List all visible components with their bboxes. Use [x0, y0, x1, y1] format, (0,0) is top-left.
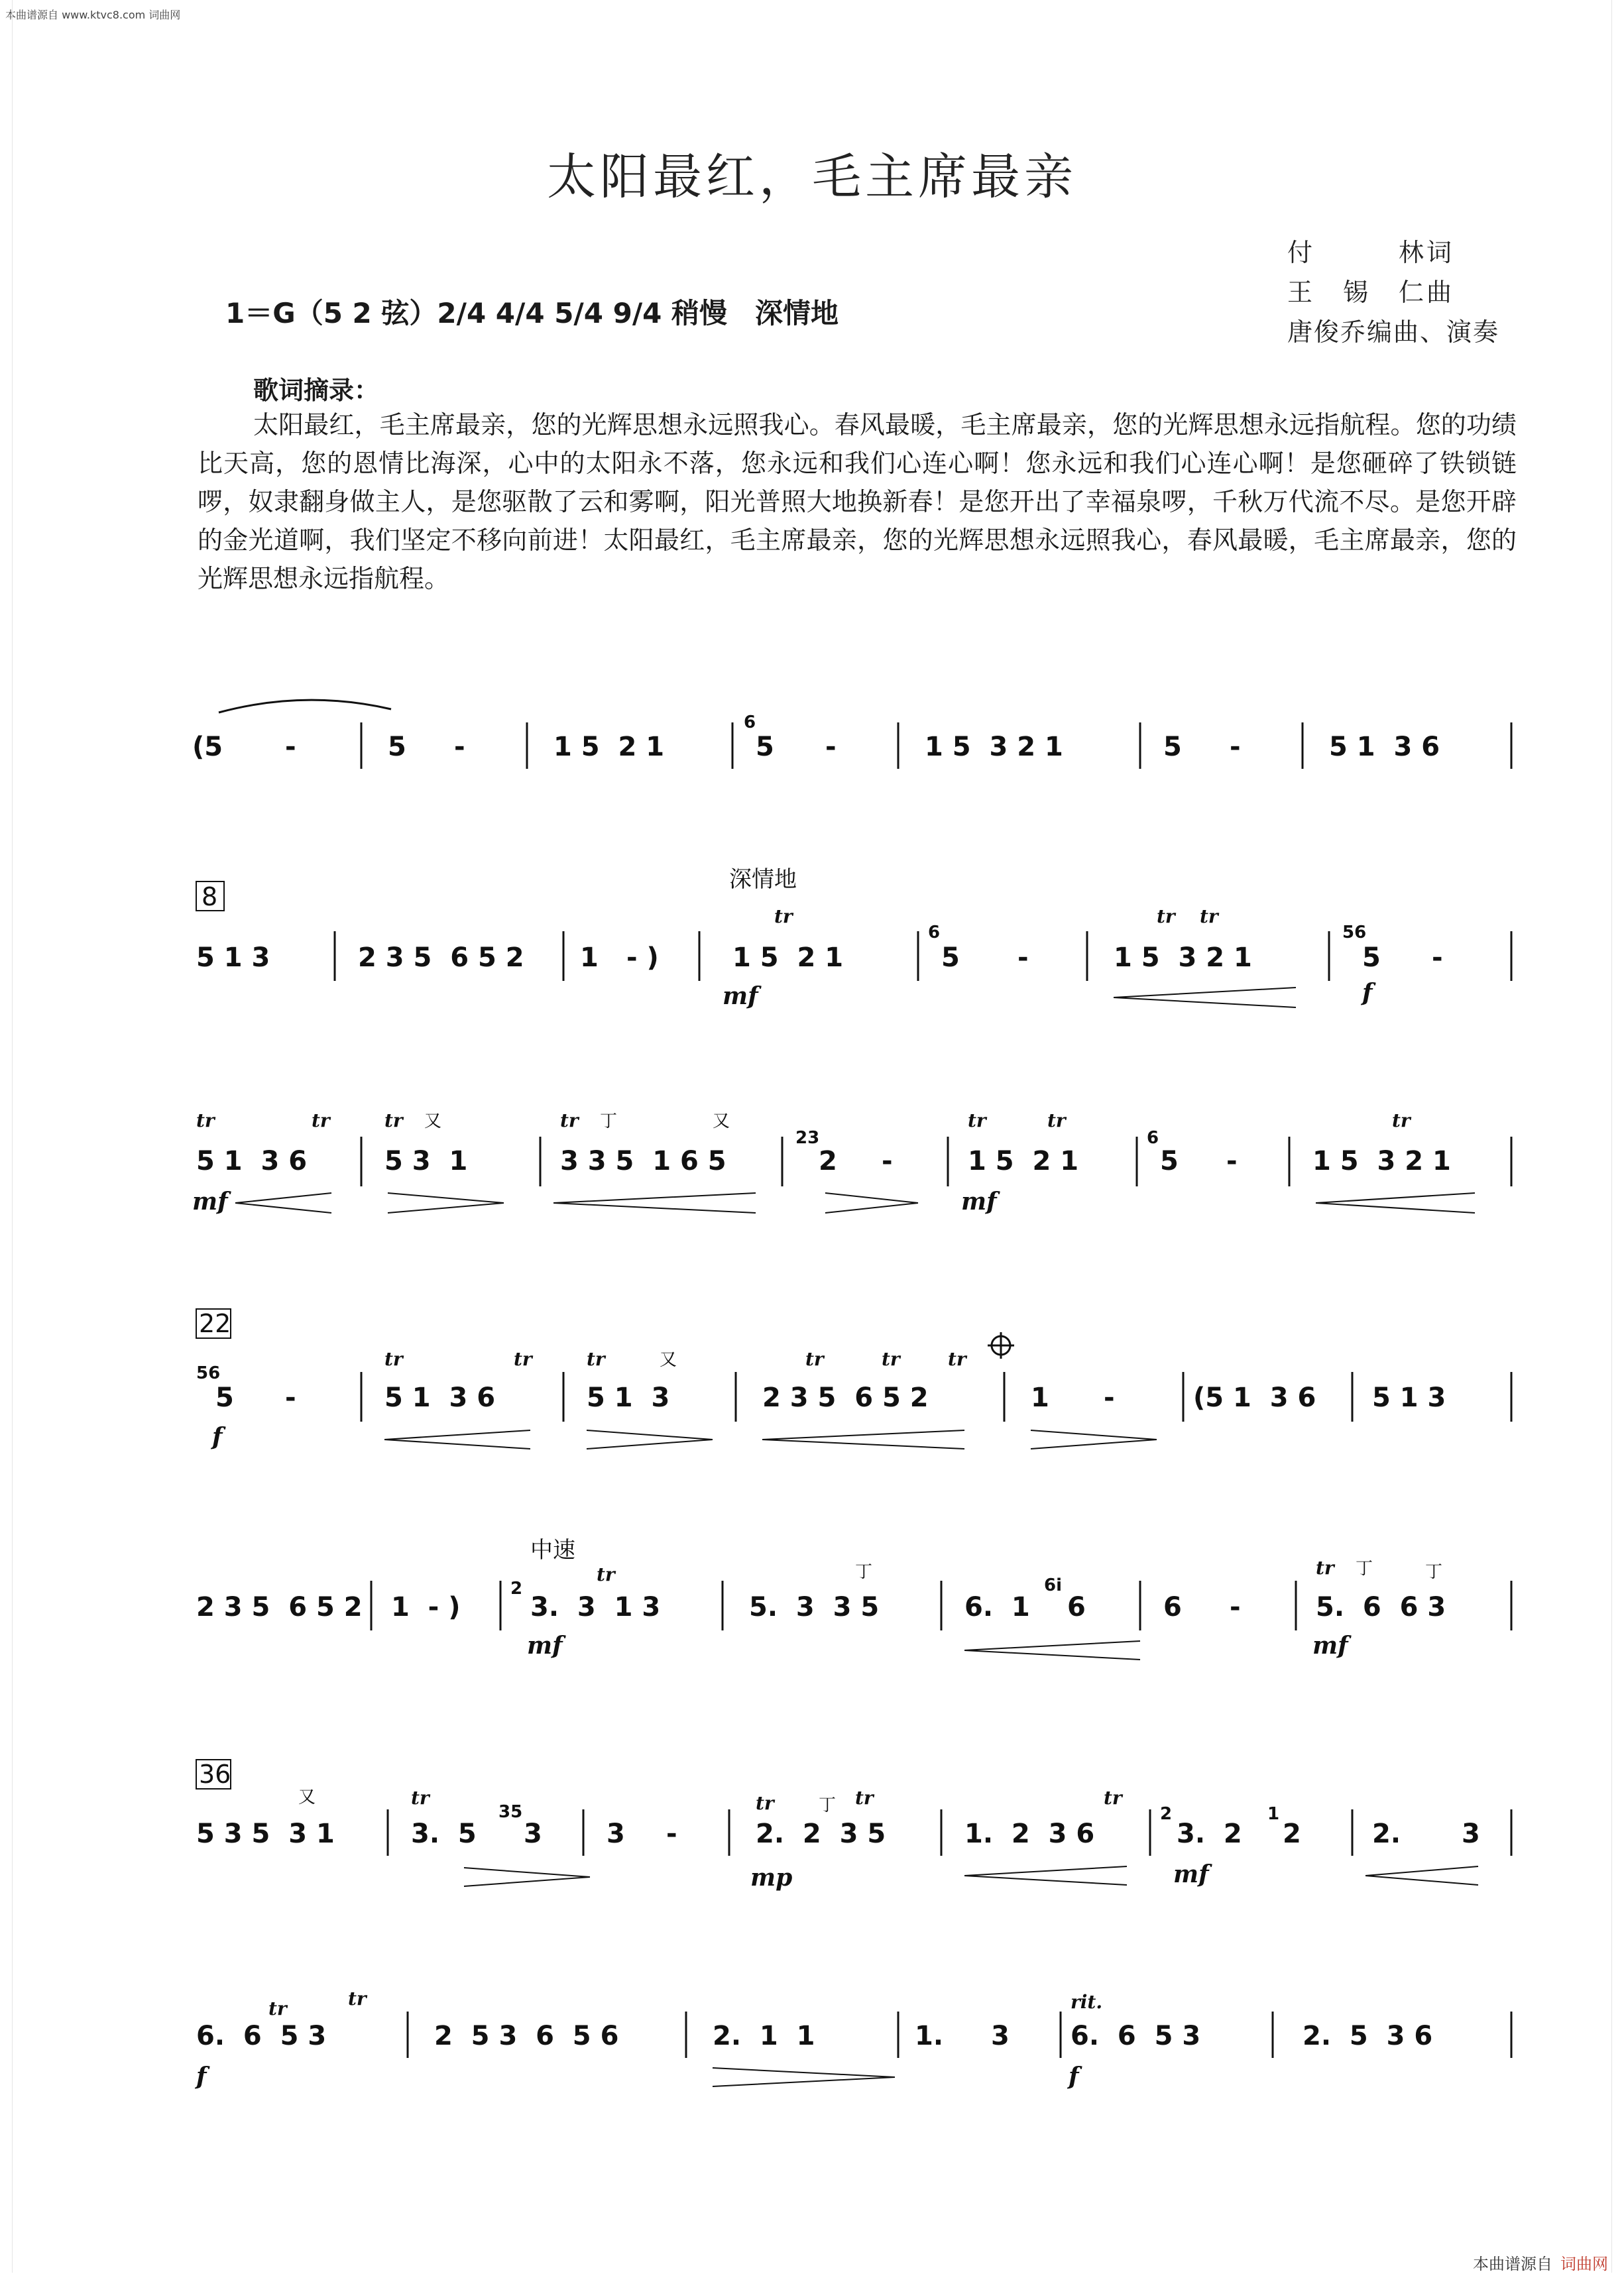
- note-group: 2. 5 3 6: [1303, 2021, 1433, 2051]
- note-group: 1 5 3 2 1: [1312, 1146, 1451, 1176]
- note-group: 2 3 5 6 5 2: [196, 1592, 363, 1622]
- note-group: 3. 3 1 3: [530, 1592, 661, 1622]
- ornament-you: 又: [298, 1788, 316, 1807]
- trill-mark: tr: [560, 1109, 579, 1131]
- note-group: 3: [991, 2021, 1010, 2051]
- grace-note: 35: [498, 1802, 523, 1822]
- note-group: 6. 6 5 3: [196, 2021, 327, 2051]
- trill-mark: tr: [805, 1348, 824, 1370]
- score-row-5: [196, 1537, 1511, 1660]
- score-row-7: [194, 1988, 1511, 2090]
- note-group: 2.: [1372, 1819, 1401, 1849]
- note-group: 5 1 3: [587, 1383, 670, 1413]
- note-group: 3. 5: [411, 1819, 477, 1849]
- grace-note: 6: [744, 712, 756, 732]
- grace-note: 56: [1342, 923, 1367, 942]
- expression-mark: 深情地: [729, 866, 797, 893]
- note-group: 3. 2: [1177, 1819, 1242, 1849]
- trill-mark: tr: [756, 1792, 774, 1814]
- dynamic-mark: mf: [192, 1188, 228, 1216]
- note-group: -: [1432, 942, 1443, 973]
- trill-mark: tr: [968, 1109, 986, 1131]
- dynamic-mark: f: [1069, 2063, 1079, 2090]
- dynamic-mark: f: [1362, 979, 1373, 1007]
- footer-source: [1473, 2251, 1608, 2274]
- note-group: 6. 1: [964, 1592, 1030, 1622]
- dynamic-mark: mf: [527, 1632, 563, 1660]
- ornament-ding: 丁: [600, 1111, 618, 1131]
- trill-mark: tr: [384, 1109, 403, 1131]
- note-group: -: [666, 1819, 677, 1849]
- note-group: 2: [1283, 1819, 1301, 1849]
- note-group: -: [1230, 732, 1241, 762]
- dynamic-mark: mf: [723, 982, 758, 1010]
- ornament-you: 又: [424, 1111, 442, 1131]
- trill-mark: tr: [196, 1109, 215, 1131]
- decrescendo-hairpin: [587, 1430, 713, 1449]
- note-group: 2: [819, 1146, 837, 1176]
- note-group: 5: [388, 732, 406, 762]
- note-group: 1. 2 3 6: [964, 1819, 1095, 1849]
- measure-number: 8: [202, 882, 218, 911]
- note-group: 6: [1067, 1592, 1086, 1622]
- trill-mark: tr: [597, 1563, 615, 1585]
- measure-number: 36: [199, 1760, 231, 1789]
- trill-mark: tr: [1316, 1557, 1334, 1579]
- tempo-mark: 中速: [530, 1537, 575, 1563]
- grace-note: 6: [928, 923, 941, 942]
- slur: [219, 700, 391, 712]
- source-watermark: 本曲谱源自 www.ktvc8.com 词曲网: [5, 9, 181, 21]
- note-group: 5 3 5 3 1: [196, 1819, 335, 1849]
- note-group: -: [285, 1383, 296, 1413]
- note-group: 1 5 2 1: [968, 1146, 1079, 1176]
- note-group: 6: [1163, 1592, 1182, 1622]
- crescendo-hairpin: [1365, 1866, 1478, 1885]
- note-group: 1 5 3 2 1: [1114, 942, 1252, 973]
- crescendo-hairpin: [384, 1430, 530, 1449]
- trill-mark: tr: [348, 1988, 367, 2010]
- trill-mark: tr: [384, 1348, 403, 1370]
- grace-note: 6i: [1044, 1575, 1063, 1595]
- note-group: 2 5 3 6 5 6: [434, 2021, 619, 2051]
- note-group: 3 3 5 1 6 5: [560, 1146, 726, 1176]
- note-group: 5 1 3 6: [196, 1146, 308, 1176]
- grace-note: 2: [1160, 1804, 1173, 1824]
- note-group: 1 - ): [391, 1592, 461, 1622]
- trill-mark: tr: [882, 1348, 900, 1370]
- measure-number: 22: [199, 1309, 231, 1338]
- decrescendo-hairpin: [713, 2068, 895, 2086]
- note-group: (5: [192, 732, 223, 762]
- ornament-you: 又: [660, 1350, 677, 1370]
- dynamic-mark: mp: [750, 1864, 793, 1892]
- note-group: 5: [756, 732, 774, 762]
- trill-mark: tr: [1047, 1109, 1066, 1131]
- crescendo-hairpin: [762, 1430, 964, 1449]
- score-row-2: [196, 866, 1511, 1010]
- crescendo-hairpin: [964, 1866, 1127, 1885]
- dynamic-mark: mf: [1173, 1860, 1209, 1888]
- note-group: -: [1017, 942, 1029, 973]
- note-group: 2. 1 1: [713, 2021, 815, 2051]
- dynamic-mark: mf: [961, 1188, 997, 1216]
- note-group: 2 3 5 6 5 2: [358, 942, 524, 973]
- crescendo-hairpin: [1316, 1193, 1475, 1213]
- note-group: -: [1226, 1146, 1238, 1176]
- note-group: 5. 6 6 3: [1316, 1592, 1446, 1622]
- grace-note: 2: [510, 1579, 523, 1599]
- tempo-rit: rit.: [1071, 1991, 1103, 2013]
- note-group: 1: [1031, 1383, 1049, 1413]
- grace-note: 1: [1267, 1804, 1280, 1824]
- decrescendo-hairpin: [825, 1193, 918, 1213]
- trill-mark: tr: [855, 1787, 874, 1809]
- lyrics-heading: 歌词摘录：: [253, 376, 380, 405]
- trill-mark: tr: [587, 1348, 605, 1370]
- note-group: -: [454, 732, 465, 762]
- trill-mark: tr: [1392, 1109, 1411, 1131]
- note-group: 3: [1462, 1819, 1480, 1849]
- score-row-1: [192, 700, 1511, 769]
- ornament-ding: 丁: [1356, 1559, 1373, 1579]
- trill-mark: tr: [312, 1109, 330, 1131]
- note-group: 1 5 2 1: [732, 942, 844, 973]
- ornament-ding: 丁: [1425, 1562, 1443, 1582]
- lyricist-credit: 付 林词: [1287, 238, 1455, 267]
- decrescendo-hairpin: [388, 1193, 504, 1213]
- trill-mark: tr: [774, 905, 793, 927]
- score-row-3: [192, 1109, 1511, 1216]
- grace-note: 6: [1147, 1128, 1159, 1148]
- score-row-4: [196, 1309, 1511, 1451]
- note-group: -: [285, 732, 296, 762]
- note-group: 5: [1163, 732, 1182, 762]
- dynamic-mark: f: [196, 2063, 207, 2090]
- note-group: 5: [941, 942, 960, 973]
- trill-mark: tr: [411, 1787, 430, 1809]
- trill-mark: tr: [1157, 905, 1175, 927]
- note-group: 5. 3 3 5: [749, 1592, 880, 1622]
- ornament-ding: 丁: [819, 1795, 837, 1815]
- trill-mark: tr: [514, 1348, 532, 1370]
- note-group: 5 3 1: [384, 1146, 468, 1176]
- crescendo-hairpin: [964, 1641, 1140, 1660]
- song-title: 太阳最红，毛主席最亲: [547, 148, 1077, 205]
- note-group: -: [1230, 1592, 1241, 1622]
- ornament-you: 又: [713, 1111, 730, 1131]
- note-group: - ): [626, 942, 659, 973]
- trill-mark: tr: [1200, 905, 1218, 927]
- note-group: 1.: [915, 2021, 944, 2051]
- footer-brand-link[interactable]: 词曲网: [1560, 2255, 1608, 2273]
- footer-text: 本曲谱源自: [1473, 2255, 1552, 2273]
- lyrics-excerpt: 太阳最红，毛主席最亲，您的光辉思想永远照我心。春风最暖，毛主席最亲，您的光辉思想永远指航程。您的功绩比天高，您的恩情比海深，心中的太阳永不落，您永远和我们心连心啊！您永远和我们心连心啊！是您砸碎了铁锁链啰，奴隶翻身做主人，是您驱散了云和雾啊，阳光普照大地换新春！是您开出了幸福泉啰，千秋万代流不尽。是您开辟的金光道啊，我们坚定不移向前进！太阳最红，毛主席最亲，您的光辉思想永远照我心，春风最暖，毛主席最亲，您的光辉思想永远指航程。: [198, 410, 1517, 593]
- trill-mark: tr: [948, 1348, 966, 1370]
- note-group: 5 1 3: [196, 942, 270, 973]
- note-group: 5 1 3 6: [1329, 732, 1440, 762]
- note-group: 5: [1362, 942, 1381, 973]
- crescendo-hairpin: [1114, 988, 1296, 1007]
- note-group: 5: [1160, 1146, 1179, 1176]
- note-group: 3: [607, 1819, 625, 1849]
- note-group: 1 5 2 1: [553, 732, 665, 762]
- note-group: 1: [580, 942, 599, 973]
- dynamic-mark: mf: [1312, 1632, 1348, 1660]
- decrescendo-hairpin: [464, 1868, 590, 1886]
- note-group: 3: [524, 1819, 542, 1849]
- grace-note: 56: [196, 1363, 221, 1383]
- crescendo-hairpin: [235, 1193, 331, 1213]
- trill-mark: tr: [1104, 1787, 1122, 1809]
- note-group: 1 5 3 2 1: [925, 732, 1063, 762]
- grace-note: 23: [795, 1128, 820, 1148]
- trill-mark: tr: [268, 1998, 287, 2019]
- note-group: (5 1 3 6: [1193, 1383, 1316, 1413]
- note-group: 5 1 3 6: [384, 1383, 496, 1413]
- note-group: 5: [215, 1383, 234, 1413]
- note-group: 6. 6 5 3: [1071, 2021, 1201, 2051]
- note-group: 2. 2 3 5: [756, 1819, 886, 1849]
- ornament-ding: 丁: [855, 1562, 873, 1582]
- crescendo-hairpin: [553, 1193, 756, 1213]
- dynamic-mark: f: [212, 1423, 223, 1451]
- composer-credit: 王 锡 仁曲: [1287, 278, 1455, 307]
- decrescendo-hairpin: [1031, 1430, 1157, 1449]
- note-group: -: [882, 1146, 893, 1176]
- note-group: -: [825, 732, 837, 762]
- key-signature: 1＝G（5 2 弦）2/4 4/4 5/4 9/4 稍慢 深情地: [225, 297, 839, 329]
- note-group: -: [1104, 1383, 1115, 1413]
- note-group: 5 1 3: [1372, 1383, 1446, 1413]
- score-row-6: [196, 1760, 1511, 1892]
- note-group: 2 3 5 6 5 2: [762, 1383, 929, 1413]
- arranger-credit: 唐俊乔编曲、演奏: [1287, 317, 1500, 347]
